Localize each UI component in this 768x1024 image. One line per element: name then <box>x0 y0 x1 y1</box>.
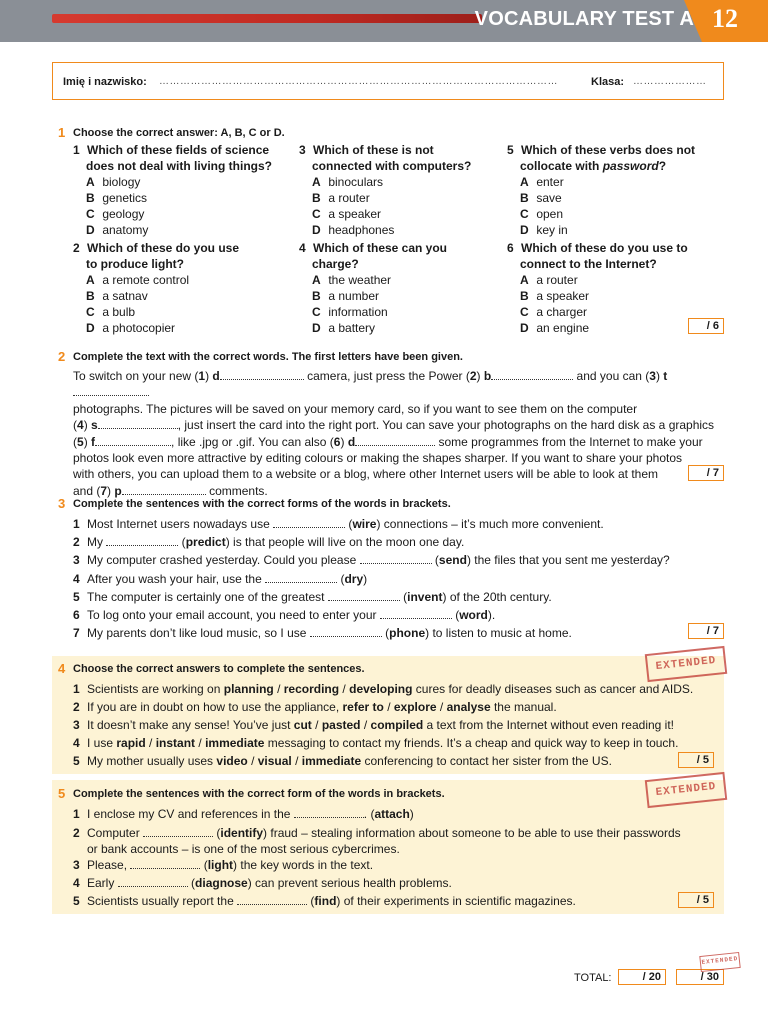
question-number: 1 <box>73 143 80 157</box>
unit-number: 12 <box>712 4 738 33</box>
section-1-heading: Choose the correct answer: A, B, C or D. <box>73 127 285 139</box>
question-5-title: 5 Which of these verbs does not <box>507 143 696 157</box>
option-letter: D <box>86 223 95 237</box>
question-6-option-c[interactable]: C a charger <box>520 305 588 319</box>
page-title: VOCABULARY TEST A <box>474 8 694 30</box>
question-4-option-b[interactable]: B a number <box>312 289 380 303</box>
sentence-item: 2 Computer (identify) fraud – stealing information about someone to be able to use their passwords or bank accounts – is one of the most serious cybercrimes. <box>73 826 681 856</box>
option-letter: D <box>312 223 321 237</box>
answer-blank[interactable] <box>130 858 200 869</box>
question-3-option-c[interactable]: C a speaker <box>312 207 382 221</box>
answer-blank[interactable] <box>491 369 573 380</box>
option-letter: C <box>312 305 321 319</box>
section-1-score[interactable]: / 6 <box>688 318 724 334</box>
item-number: 1 <box>73 517 80 531</box>
option-letter: A <box>520 175 529 189</box>
answer-choice[interactable]: compiled <box>370 718 424 733</box>
question-1-title-line2: does not deal with living things? <box>86 159 272 173</box>
option-letter: C <box>520 207 529 221</box>
answer-blank[interactable] <box>273 517 345 528</box>
item-number: 3 <box>73 858 80 872</box>
question-6-title-line2: connect to the Internet? <box>520 257 657 271</box>
answer-choice[interactable]: developing <box>349 682 413 696</box>
answer-choice[interactable]: pasted <box>321 718 361 733</box>
sentence-item: 3 Please, (light) the key words in the text. <box>73 858 374 872</box>
question-3-title-line2: connected with computers? <box>312 159 472 173</box>
option-letter: D <box>520 223 529 237</box>
item-number: 3 <box>73 553 80 568</box>
answer-choice[interactable]: immediate <box>301 754 362 769</box>
question-2-title: 2 Which of these do you use <box>73 241 240 255</box>
header-stripe <box>52 14 482 23</box>
question-5-option-c[interactable]: C open <box>520 207 564 221</box>
item-number: 2 <box>73 826 80 840</box>
question-6-option-b[interactable]: B a speaker <box>520 289 590 303</box>
answer-blank[interactable] <box>328 590 400 601</box>
sentence-item: 4 I use rapid / instant / immediate messaging to contact my friends. It’s a cheap and quick way to keep in touch. <box>73 736 679 751</box>
item-number: 1 <box>73 807 80 821</box>
question-number: 5 <box>507 143 514 157</box>
answer-blank[interactable] <box>118 876 188 887</box>
question-6-title: 6 Which of these do you use to <box>507 241 688 255</box>
question-1-option-c[interactable]: C geology <box>86 207 145 221</box>
name-label: Imię i nazwisko: <box>63 76 147 88</box>
answer-blank[interactable] <box>106 535 178 546</box>
answer-choice[interactable]: analyse <box>446 700 491 715</box>
question-number: 2 <box>73 241 80 255</box>
sentence-item: 4 After you wash your hair, use the (dry) <box>73 571 368 586</box>
option-letter: B <box>86 191 95 205</box>
name-field[interactable]: …………………………………………………………………………………………………… <box>159 76 558 87</box>
option-letter: C <box>86 305 95 319</box>
section-2-number: 2 <box>58 349 66 364</box>
sentence-item: 6 To log onto your email account, you need to enter your (word). <box>73 608 496 622</box>
sentence-item: 7 My parents don’t like loud music, so I use (phone) to listen to music at home. <box>73 626 572 641</box>
header-bar <box>0 0 768 42</box>
section-3-heading: Complete the sentences with the correct forms of the words in brackets. <box>73 498 451 510</box>
sentence-item: 5 Scientists usually report the (find) of their experiments in scientific magazines. <box>73 894 576 908</box>
text-line: photographs. The pictures will be saved on your memory card, so if you want to see them on the computer <box>73 401 638 416</box>
question-6-option-d[interactable]: D an engine <box>520 321 590 335</box>
sentence-item: 5 My mother usually uses video / visual / immediate conferencing to contact her sister from the US. <box>73 754 612 769</box>
answer-blank[interactable] <box>355 435 435 446</box>
item-number: 4 <box>73 571 80 586</box>
answer-choice[interactable]: video <box>216 754 248 769</box>
question-4-option-a[interactable]: A the weather <box>312 273 392 287</box>
total-label: TOTAL: <box>574 972 612 984</box>
answer-choice[interactable]: immediate <box>205 736 265 751</box>
option-letter: C <box>520 305 529 319</box>
section-3-number: 3 <box>58 496 66 511</box>
sentence-item: 2 If you are in doubt on how to use the appliance, refer to / explore / analyse the manual. <box>73 700 557 715</box>
question-3-option-a[interactable]: A binoculars <box>312 175 384 189</box>
answer-blank[interactable] <box>98 418 178 429</box>
sentence-item: 5 The computer is certainly one of the greatest (invent) of the 20th century. <box>73 589 552 604</box>
section-5-heading: Complete the sentences with the correct form of the words in brackets. <box>73 788 445 800</box>
question-3-title: 3 Which of these is not <box>299 143 434 157</box>
question-1-option-d[interactable]: D anatomy <box>86 223 149 237</box>
option-letter: B <box>312 191 321 205</box>
question-5-option-b[interactable]: B save <box>520 191 562 205</box>
answer-choice[interactable]: cut <box>293 718 312 733</box>
section-4-heading: Choose the correct answers to complete the sentences. <box>73 663 365 675</box>
answer-blank[interactable] <box>265 572 337 583</box>
unit-badge <box>702 0 768 42</box>
sentence-item: 3 My computer crashed yesterday. Could you please (send) the files that you sent me yesterday? <box>73 553 670 568</box>
section-2-text <box>73 368 723 499</box>
option-letter: A <box>520 273 529 287</box>
text-line: To switch on your new (1) d camera, just press the Power (2) b and you can (3) t <box>73 368 723 401</box>
extended-stamp: EXTENDED <box>645 772 727 808</box>
option-letter: B <box>520 191 529 205</box>
option-letter: B <box>86 289 95 303</box>
question-number: 6 <box>507 241 514 255</box>
question-5-title-line2: collocate with password? <box>520 159 667 173</box>
question-2-title-line2: to produce light? <box>86 257 184 271</box>
sentence-item: 1 I enclose my CV and references in the . (attach) <box>73 807 414 821</box>
answer-blank[interactable] <box>237 894 307 905</box>
item-number: 4 <box>73 736 80 751</box>
option-letter: A <box>312 175 321 189</box>
class-field[interactable]: ………………… <box>633 76 707 87</box>
question-1-option-b[interactable]: B genetics <box>86 191 148 205</box>
text-line: with others, you can upload them to a website or a blog, where other Internet users will be able to look at them <box>73 467 658 482</box>
item-number: 5 <box>73 589 80 604</box>
answer-blank[interactable] <box>143 826 213 837</box>
section-1-number: 1 <box>58 125 66 140</box>
text-line: photos look even more attractive by editing colours or making the shapes sharper. If you want to share your photos <box>73 451 683 466</box>
item-number: 2 <box>73 700 80 715</box>
question-1-title: 1 Which of these fields of science <box>73 143 270 157</box>
question-5-option-d[interactable]: D key in <box>520 223 568 237</box>
question-2-option-b[interactable]: B a satnav <box>86 289 148 303</box>
answer-blank[interactable] <box>310 626 382 637</box>
question-4-option-d[interactable]: D a battery <box>312 321 376 335</box>
section-4-score[interactable]: / 5 <box>678 752 714 768</box>
answer-choice[interactable]: explore <box>393 700 437 715</box>
option-letter: B <box>312 289 321 303</box>
question-2-option-c[interactable]: C a bulb <box>86 305 136 319</box>
item-number: 4 <box>73 876 80 890</box>
option-letter: D <box>86 321 95 335</box>
question-3-option-b[interactable]: B a router <box>312 191 370 205</box>
class-label: Klasa: <box>591 76 625 88</box>
option-letter: C <box>86 207 95 221</box>
answer-blank[interactable] <box>360 553 432 564</box>
option-letter: A <box>86 175 95 189</box>
extended-stamp: EXTENDED <box>645 646 727 682</box>
student-info-box <box>52 62 724 100</box>
question-5-option-a[interactable]: A enter <box>520 175 564 189</box>
section-5-score[interactable]: / 5 <box>678 892 714 908</box>
sentence-item: 2 My (predict) is that people will live on the moon one day. <box>73 535 465 550</box>
option-letter: C <box>312 207 321 221</box>
section-2-heading: Complete the text with the correct words. The first letters have been given. <box>73 351 463 363</box>
answer-choice[interactable]: refer to <box>342 700 384 715</box>
total-extended-stamp: EXTENDED <box>699 952 740 972</box>
section-3-score[interactable]: / 7 <box>688 623 724 639</box>
answer-blank[interactable] <box>380 608 452 619</box>
sentence-item: 1 Scientists are working on planning / recording / developing cures for deadly diseases such as cancer and AIDS. <box>73 682 694 696</box>
item-number: 1 <box>73 682 80 696</box>
answer-blank[interactable] <box>220 369 304 380</box>
item-number: 3 <box>73 718 80 733</box>
question-4-title: 4 Which of these can you <box>299 241 448 255</box>
option-letter: D <box>312 321 321 335</box>
answer-choice[interactable]: rapid <box>116 736 146 751</box>
question-number: 4 <box>299 241 306 255</box>
question-2-option-a[interactable]: A a remote control <box>86 273 190 287</box>
item-number: 6 <box>73 608 80 622</box>
option-letter: A <box>86 273 95 287</box>
text-line: (5) f , like .jpg or .gif. You can also (6) d some programmes from the Internet to make your <box>73 434 703 449</box>
item-number: 7 <box>73 626 80 641</box>
option-letter: B <box>520 289 529 303</box>
item-number: 2 <box>73 535 80 550</box>
answer-choice[interactable]: recording <box>283 682 340 696</box>
sentence-item: 1 Most Internet users nowadays use (wire) connections – it’s much more convenient. <box>73 517 604 531</box>
question-3-option-d[interactable]: D headphones <box>312 223 395 237</box>
option-letter: D <box>520 321 529 335</box>
item-number: 5 <box>73 754 80 769</box>
answer-blank[interactable] <box>122 484 206 495</box>
text-line: (4) s , just insert the card into the right port. You can save your photographs on the hard disk as a graphics <box>73 418 715 433</box>
answer-choice[interactable]: visual <box>257 754 292 769</box>
answer-blank[interactable] <box>294 807 364 818</box>
answer-blank[interactable] <box>95 435 171 446</box>
answer-choice[interactable]: instant <box>155 736 196 751</box>
question-number: 3 <box>299 143 306 157</box>
section-2-score[interactable]: / 7 <box>688 465 724 481</box>
question-2-option-d[interactable]: D a photocopier <box>86 321 176 335</box>
total-score-basic[interactable]: / 20 <box>618 969 666 985</box>
question-4-title-line2: charge? <box>312 257 359 271</box>
total-score-extended[interactable]: / 30 <box>676 969 724 985</box>
question-1-option-a[interactable]: A biology <box>86 175 141 189</box>
sentence-item: 4 Early (diagnose) can prevent serious health problems. <box>73 876 452 890</box>
item-number: 5 <box>73 894 80 908</box>
answer-choice[interactable]: planning <box>223 682 274 696</box>
section-5-number: 5 <box>58 786 66 801</box>
answer-blank[interactable] <box>73 385 149 396</box>
sentence-item: 3 It doesn’t make any sense! You’ve just cut / pasted / compiled a text from the Internet without even reading it! <box>73 718 675 733</box>
option-letter: A <box>312 273 321 287</box>
section-4-number: 4 <box>58 661 66 676</box>
text-line: and (7) p comments. <box>73 483 268 498</box>
question-4-option-c[interactable]: C information <box>312 305 388 319</box>
question-6-option-a[interactable]: A a router <box>520 273 578 287</box>
